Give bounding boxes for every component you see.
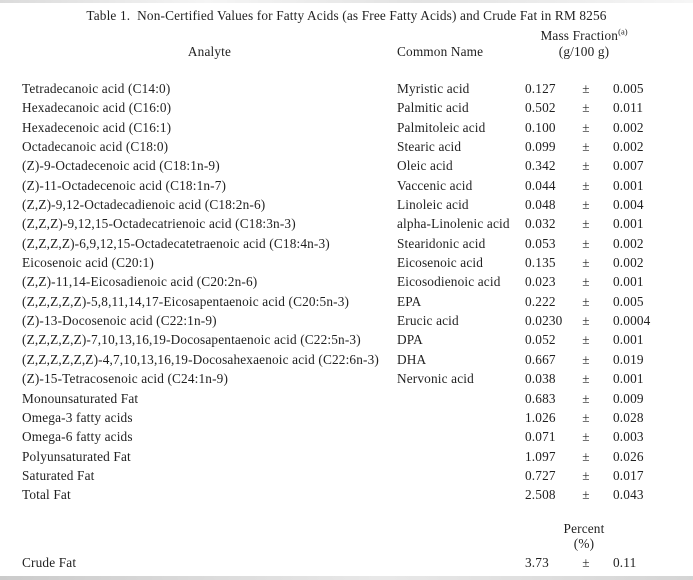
common-name-cell: Erucic acid [397, 313, 459, 329]
mass-fraction-value: 0.127 [525, 81, 556, 96]
table-row [0, 350, 693, 369]
header-spacer [397, 521, 525, 536]
uncertainty-value: 0.002 [613, 119, 644, 135]
table-row [0, 408, 693, 427]
analyte-cell: (Z,Z,Z)-9,12,15-Octadecatrienoic acid (C18:3n-3) [22, 216, 296, 232]
analyte-cell: (Z)-13-Docosenoic acid (C22:1n-9) [22, 313, 217, 329]
plus-minus-symbol: ± [582, 216, 590, 232]
analyte-cell: (Z,Z)-9,12-Octadecadienoic acid (C18:2n-6) [22, 197, 266, 213]
common-name-cell [397, 427, 525, 446]
fatty-acid-table-body [0, 79, 693, 505]
table-row [0, 253, 693, 272]
table-row [0, 118, 693, 137]
mass-fraction-value: 0.683 [525, 390, 556, 406]
table-row [0, 98, 693, 117]
uncertainty-value: 0.002 [613, 255, 644, 271]
mass-fraction-value: 0.023 [525, 274, 556, 290]
mass-fraction-value: 0.071 [525, 429, 556, 445]
header-spacer [22, 521, 397, 536]
uncertainty-value: 0.002 [613, 235, 644, 251]
table-row [0, 272, 693, 291]
analyte-cell: Polyunsaturated Fat [22, 448, 131, 464]
mass-fraction-value: 0.053 [525, 235, 556, 251]
uncertainty-value: 0.001 [613, 177, 644, 193]
scan-artifact-top [0, 0, 693, 3]
mass-fraction-value: 0.667 [525, 351, 556, 367]
plus-minus-symbol: ± [582, 274, 590, 290]
plus-minus-symbol: ± [582, 235, 590, 251]
plus-minus-symbol: ± [582, 555, 590, 570]
mass-fraction-value: 0.342 [525, 158, 556, 174]
table-row [0, 234, 693, 253]
common-name-cell [397, 466, 525, 485]
crude-fat-table-body [0, 553, 693, 572]
uncertainty-value: 0.003 [613, 429, 644, 445]
analyte-cell: Total Fat [22, 487, 71, 503]
plus-minus-symbol: ± [582, 313, 590, 329]
uncertainty-value: 0.002 [613, 139, 644, 155]
analyte-column-header: Analyte [187, 43, 232, 59]
plus-minus-symbol: ± [582, 177, 590, 193]
uncertainty-value: 0.001 [613, 274, 644, 290]
analyte-cell: (Z)-9-Octadecenoic acid (C18:1n-9) [22, 158, 220, 174]
plus-minus-symbol: ± [582, 293, 590, 309]
plus-minus-symbol: ± [582, 371, 590, 387]
mass-fraction-header [525, 28, 693, 44]
plus-minus-symbol: ± [582, 255, 590, 271]
uncertainty-value: 0.001 [613, 371, 644, 387]
table-row [0, 214, 693, 233]
table-row [0, 389, 693, 408]
mass-fraction-value: 0.044 [525, 177, 556, 193]
header-spacer [397, 28, 525, 44]
mass-fraction-value: 0.052 [525, 332, 556, 348]
analyte-cell: Tetradecanoic acid (C14:0) [22, 81, 171, 96]
common-name-cell: Palmitoleic acid [397, 119, 486, 135]
common-name-cell: Linoleic acid [397, 197, 469, 213]
scan-artifact-bottom [0, 576, 693, 580]
table-row [0, 447, 693, 466]
uncertainty-value: 0.0004 [613, 313, 651, 329]
mass-fraction-value: 0.038 [525, 371, 556, 387]
analyte-cell: (Z)-11-Octadecenoic acid (C18:1n-7) [22, 177, 227, 193]
uncertainty-value: 0.017 [613, 467, 644, 483]
mass-fraction-value: 0.135 [525, 255, 556, 271]
analyte-cell: (Z,Z)-11,14-Eicosadienoic acid (C20:2n-6) [22, 274, 258, 290]
plus-minus-symbol: ± [582, 197, 590, 213]
mass-fraction-value: 0.100 [525, 119, 556, 135]
analyte-cell: Monounsaturated Fat [22, 390, 139, 406]
mass-fraction-value: 0.0230 [525, 313, 563, 329]
analyte-cell: (Z,Z,Z,Z,Z,Z)-4,7,10,13,16,19-Docosahexaenoic acid (C22:6n-3) [22, 351, 379, 367]
analyte-cell: (Z,Z,Z,Z,Z)-7,10,13,16,19-Docosapentaenoic acid (C22:5n-3) [22, 332, 361, 348]
common-name-cell: Oleic acid [397, 158, 453, 174]
common-name-cell [397, 485, 525, 504]
analyte-cell: Crude Fat [22, 555, 77, 570]
analyte-cell: Saturated Fat [22, 467, 95, 483]
plus-minus-symbol: ± [582, 139, 590, 155]
uncertainty-value: 0.043 [613, 487, 644, 503]
percent-header-row-1 [0, 521, 693, 536]
analyte-cell: Hexadecanoic acid (C16:0) [22, 100, 172, 116]
mass-fraction-value: 0.032 [525, 216, 556, 232]
plus-minus-symbol: ± [582, 81, 590, 96]
header-spacer [22, 28, 397, 44]
table-row [0, 485, 693, 504]
mass-fraction-value: 3.73 [525, 555, 549, 570]
mass-fraction-label: Mass Fraction [540, 28, 619, 43]
percent-unit-label: (%) [573, 536, 595, 551]
table-title: Table 1. Non-Certified Values for Fatty Acids (as Free Fatty Acids) and Crude Fat in RM 8256 [86, 8, 607, 23]
plus-minus-symbol: ± [582, 100, 590, 116]
plus-minus-symbol: ± [582, 487, 590, 503]
uncertainty-value: 0.005 [613, 293, 644, 309]
common-name-cell: Eicosenoic acid [397, 255, 484, 271]
common-name-cell [397, 447, 525, 466]
percent-header-row-2 [0, 537, 693, 551]
table-row [0, 427, 693, 446]
mass-fraction-value: 0.222 [525, 293, 556, 309]
uncertainty-value: 0.004 [613, 197, 644, 213]
common-name-cell: Myristic acid [397, 81, 470, 96]
common-name-column-header: Common Name [397, 43, 484, 59]
uncertainty-value: 0.005 [613, 81, 644, 96]
common-name-cell: Stearic acid [397, 139, 462, 155]
plus-minus-symbol: ± [582, 429, 590, 445]
common-name-cell [397, 408, 525, 427]
header-spacer [22, 537, 397, 551]
uncertainty-value: 0.019 [613, 351, 644, 367]
common-name-cell: Stearidonic acid [397, 235, 486, 251]
percent-header-label: Percent [563, 521, 605, 536]
common-name-cell: DHA [397, 351, 427, 367]
table-row [0, 176, 693, 195]
common-name-cell: Vaccenic acid [397, 177, 473, 193]
uncertainty-value: 0.011 [613, 100, 644, 116]
plus-minus-symbol: ± [582, 390, 590, 406]
plus-minus-symbol: ± [582, 158, 590, 174]
mass-fraction-value: 0.099 [525, 139, 556, 155]
uncertainty-value: 0.11 [613, 555, 637, 570]
plus-minus-symbol: ± [582, 332, 590, 348]
header-row-1 [0, 28, 693, 44]
table-row [0, 466, 693, 485]
common-name-cell [397, 553, 525, 572]
uncertainty-value: 0.026 [613, 448, 644, 464]
table-row [0, 553, 693, 572]
table-row [0, 330, 693, 349]
analyte-cell: (Z,Z,Z,Z,Z)-5,8,11,14,17-Eicosapentaenoic acid (C20:5n-3) [22, 293, 350, 309]
common-name-cell: alpha-Linolenic acid [397, 216, 510, 232]
plus-minus-symbol: ± [582, 119, 590, 135]
analyte-cell: Eicosenoic acid (C20:1) [22, 255, 154, 271]
table-row [0, 369, 693, 388]
mass-fraction-value: 0.048 [525, 197, 556, 213]
uncertainty-value: 0.009 [613, 390, 644, 406]
mass-fraction-value: 1.097 [525, 448, 556, 464]
common-name-cell: Palmitic acid [397, 100, 469, 116]
analyte-cell: Omega-3 fatty acids [22, 409, 133, 425]
header-spacer [397, 537, 525, 551]
table-row [0, 79, 693, 98]
common-name-cell: DPA [397, 332, 423, 348]
plus-minus-symbol: ± [582, 351, 590, 367]
uncertainty-value: 0.001 [613, 332, 644, 348]
uncertainty-value: 0.001 [613, 216, 644, 232]
common-name-cell: Nervonic acid [397, 371, 474, 387]
mass-fraction-value: 1.026 [525, 409, 556, 425]
common-name-cell: EPA [397, 293, 422, 309]
analyte-cell: (Z)-15-Tetracosenoic acid (C24:1n-9) [22, 371, 229, 387]
plus-minus-symbol: ± [582, 409, 590, 425]
mass-fraction-unit-header: (g/100 g) [558, 43, 610, 59]
table-row [0, 311, 693, 330]
table-row [0, 195, 693, 214]
analyte-cell: Omega-6 fatty acids [22, 429, 133, 445]
table-row [0, 137, 693, 156]
table-header [0, 28, 693, 59]
analyte-cell: Octadecanoic acid (C18:0) [22, 139, 169, 155]
mass-fraction-value: 0.727 [525, 467, 556, 483]
mass-fraction-value: 0.502 [525, 100, 556, 116]
plus-minus-symbol: ± [582, 467, 590, 483]
uncertainty-value: 0.028 [613, 409, 644, 425]
mass-fraction-value: 2.508 [525, 487, 556, 503]
header-row-2 [0, 44, 693, 60]
analyte-cell: Hexadecenoic acid (C16:1) [22, 119, 172, 135]
table-row [0, 156, 693, 175]
table-row [0, 292, 693, 311]
uncertainty-value: 0.007 [613, 158, 644, 174]
common-name-cell: Eicosodienoic acid [397, 274, 501, 290]
analyte-cell: (Z,Z,Z,Z)-6,9,12,15-Octadecatetraenoic acid (C18:4n-3) [22, 235, 330, 251]
plus-minus-symbol: ± [582, 448, 590, 464]
footnote-marker: (a) [618, 26, 628, 37]
common-name-cell [397, 389, 525, 408]
